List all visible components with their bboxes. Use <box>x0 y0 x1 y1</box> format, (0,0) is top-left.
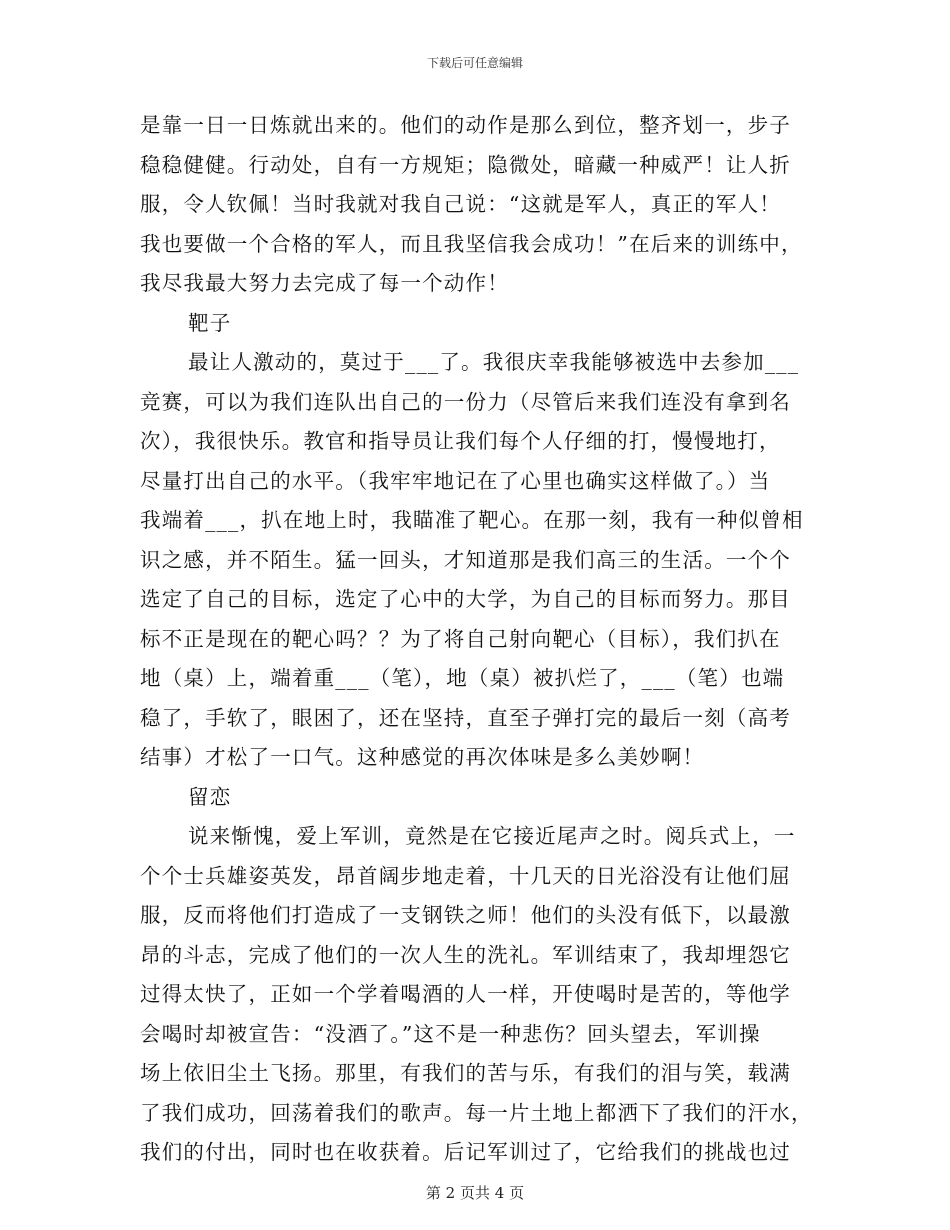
paragraph-first-line: 说来惭愧，爱上军训，竟然是在它接近尾声之时。阅兵式上，一 <box>188 824 796 848</box>
text-line: 个个士兵雄姿英发，昂首阔步地走着，十几天的日光浴没有让他们屈 <box>140 863 791 888</box>
text-line: 我也要做一个合格的军人，而且我坚信我会成功！”在后来的训练中， <box>140 231 803 256</box>
section-heading-target: 靶子 <box>188 310 232 335</box>
text-line: 我尽我最大努力去完成了每一个动作！ <box>140 271 509 295</box>
text-line: 竞赛，可以为我们连队出自己的一份力（尽管后来我们连没有拿到名 <box>140 389 791 414</box>
document-body <box>140 106 813 1173</box>
text-line: 地（桌）上，端着重___（笔），地（桌）被扒烂了，___（笔）也端 <box>140 666 785 690</box>
text-line: 服，令人钦佩！当时我就对我自己说：“这就是军人，真正的军人！ <box>140 192 781 216</box>
text-line: 了我们成功，回荡着我们的歌声。每一片土地上都洒下了我们的汗水， <box>140 1100 813 1125</box>
text-line: 标不正是现在的靶心吗？？为了将自己射向靶心（目标），我们扒在 <box>140 626 781 651</box>
text-line: 我们的付出，同时也在收获着。后记军训过了，它给我们的挑战也过 <box>140 1140 791 1164</box>
text-line: 昂的斗志，完成了他们的一次人生的洗礼。军训结束了，我却埋怨它 <box>140 942 791 967</box>
text-line: 会喝时却被宣告：“没酒了。”这不是一种悲伤？回头望去，军训操 <box>140 1021 761 1046</box>
text-line: 稳了，手软了，眼困了，还在坚持，直至子弹打完的最后一刻（高考 <box>140 705 791 730</box>
text-line: 尽量打出自己的水平。（我牢牢地记在了心里也确实这样做了。）当 <box>140 468 771 493</box>
text-line: 选定了自己的目标，选定了心中的大学，为自己的目标而努力。那目 <box>140 587 791 611</box>
section-heading-nostalgia: 留恋 <box>188 784 232 809</box>
text-line: 我端着___，扒在地上时，我瞄准了靶心。在那一刻，我有一种似曾相 <box>140 508 804 532</box>
text-line: 是靠一日一日炼就出来的。他们的动作是那么到位，整齐划一，步子 <box>140 113 791 137</box>
text-line: 次），我很快乐。教官和指导员让我们每个人仔细的打，慢慢地打， <box>140 429 781 453</box>
text-line: 结事）才松了一口气。这种感觉的再次体味是多么美妙啊！ <box>140 745 705 769</box>
text-line: 服，反而将他们打造成了一支钢铁之师！他们的头没有低下，以最激 <box>140 903 791 927</box>
page-number: 第 2 页共 4 页 <box>425 1184 525 1202</box>
text-line: 稳稳健健。行动处，自有一方规矩；隐微处，暗藏一种威严！让人折 <box>140 152 791 177</box>
page-header-note: 下载后可任意编辑 <box>426 56 523 70</box>
text-line: 识之感，并不陌生。猛一回头，才知道那是我们高三的生活。一个个 <box>140 547 791 572</box>
text-line: 过得太快了，正如一个学着喝酒的人一样，开使喝时是苦的，等他学 <box>140 982 791 1006</box>
paragraph-first-line: 最让人激动的，莫过于___了。我很庆幸我能够被选中去参加___ <box>188 350 800 374</box>
text-line: 场上依旧尘土飞扬。那里，有我们的苦与乐，有我们的泪与笑，载满 <box>140 1061 791 1085</box>
